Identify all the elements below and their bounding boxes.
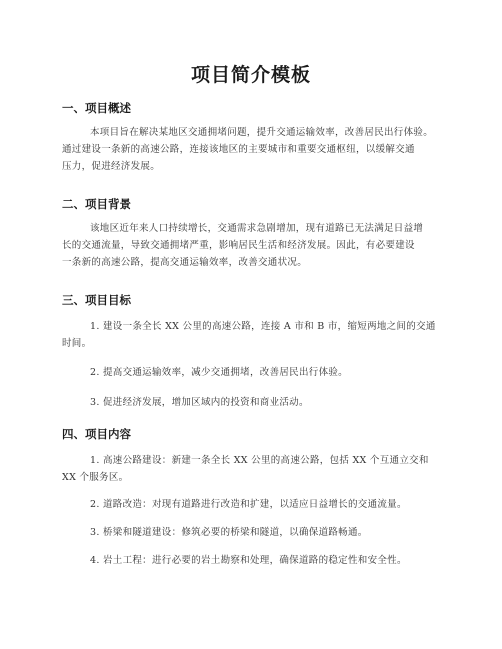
list-item: [90, 524, 442, 541]
paragraph-line: 压力，促进经济发展。: [62, 161, 161, 172]
section-heading-content: 四、项目内容: [62, 427, 131, 441]
list-item-line: 2. 道路改造：对现有道路进行改造和扩建，以适应日益增长的交通流量。: [90, 499, 407, 510]
list-item-line: 2. 提高交通运输效率，减少交通拥堵，改善居民出行体验。: [90, 367, 348, 378]
section-paragraph-background: [62, 220, 442, 271]
section-paragraph-overview: [62, 124, 442, 175]
list-item: [62, 318, 442, 352]
list-item-line: 3. 桥梁和隧道建设：修筑必要的桥梁和隧道，以确保道路畅通。: [90, 527, 368, 538]
paragraph-line: 该地区近年来人口持续增长，交通需求急剧增加，现有道路已无法满足日益增: [90, 223, 424, 234]
paragraph-line: 一条新的高速公路，提高交通运输效率，改善交通状况。: [62, 257, 308, 268]
document-title: 项目简介模板: [190, 64, 311, 86]
paragraph-line: 长的交通流量，导致交通拥堵严重，影响居民生活和经济发展。因此，有必要建设: [62, 240, 415, 251]
paragraph-line: 通过建设一条新的高速公路，连接该地区的主要城市和重要交通枢纽，以缓解交通: [62, 144, 415, 155]
section-heading-goals: 三、项目目标: [62, 293, 131, 307]
list-item: [62, 452, 442, 486]
list-item-line: XX 个服务区。: [62, 472, 129, 483]
list-item-line: 4. 岩土工程：进行必要的岩土勘察和处理，确保道路的稳定性和安全性。: [90, 555, 407, 566]
list-item: [90, 394, 442, 411]
list-item: [90, 496, 442, 513]
paragraph-line: 本项目旨在解决某地区交通拥堵问题，提升交通运输效率，改善居民出行体验。: [90, 127, 434, 138]
list-item-line: 时间。: [62, 338, 92, 349]
list-item: [90, 364, 442, 381]
list-item-line: 1. 高速公路建设：新建一条全长 XX 公里的高速公路，包括 XX 个互通立交和: [90, 455, 429, 466]
list-item-line: 3. 促进经济发展，增加区域内的投资和商业活动。: [90, 397, 309, 408]
list-item-line: 1. 建设一条全长 XX 公里的高速公路，连接 A 市和 B 市，缩短两地之间的交通: [90, 321, 436, 332]
section-heading-overview: 一、项目概述: [62, 101, 131, 115]
section-heading-background: 二、项目背景: [62, 197, 131, 211]
list-item: [90, 552, 442, 569]
